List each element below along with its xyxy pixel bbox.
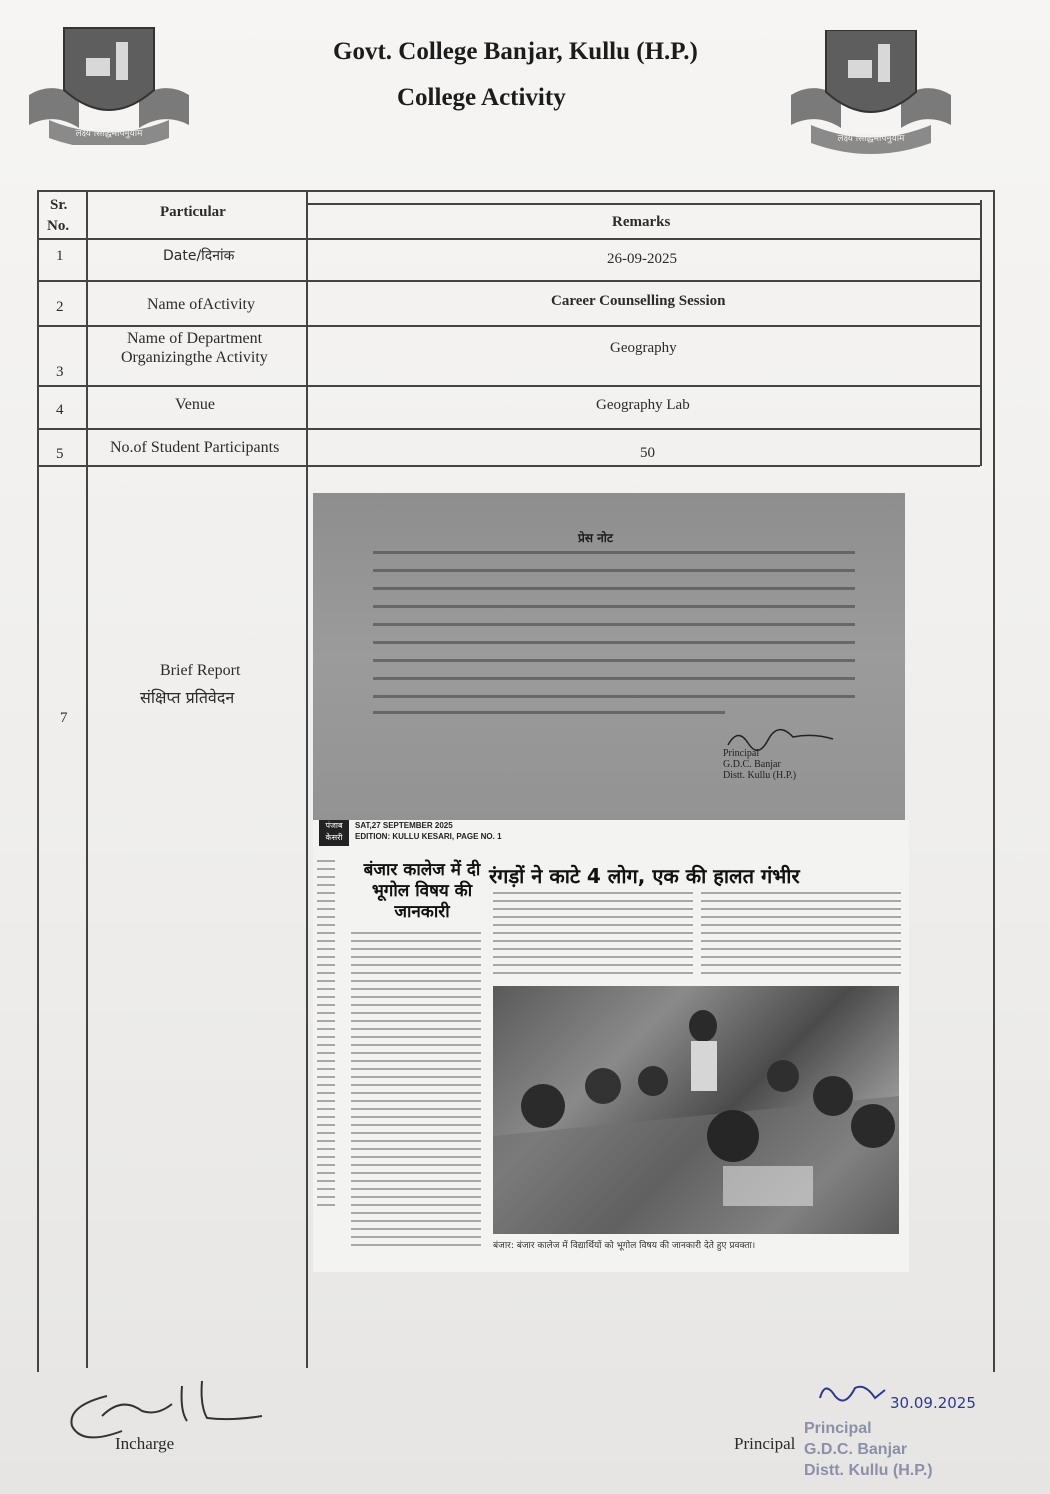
stamp-line-1: Principal — [804, 1420, 872, 1437]
press-note-title: प्रेस नोट — [578, 531, 613, 545]
row-7-particular: Brief Report — [160, 662, 241, 679]
newspaper-date: SAT,27 SEPTEMBER 2025 — [355, 821, 453, 830]
page-subtitle: College Activity — [397, 84, 566, 111]
principal-label: Principal — [734, 1434, 796, 1453]
press-note-image — [313, 493, 905, 820]
row-3-no: 3 — [56, 364, 64, 380]
news-photo-caption: बंजार: बंजार कालेज में विद्यार्थियों को भूगोल विषय की जानकारी देते हुए प्रवक्ता। — [493, 1241, 756, 1251]
press-sign-line-2: G.D.C. Banjar — [723, 759, 781, 770]
row-3-remarks: Geography — [610, 340, 677, 356]
row-4-particular: Venue — [175, 396, 215, 413]
news-headline-left: बंजार कालेज में दी भूगोल विषय की जानकारी — [363, 860, 481, 922]
header-particular: Particular — [160, 204, 226, 220]
header-remarks: Remarks — [612, 214, 671, 230]
newspaper-edition: EDITION: KULLU KESARI, PAGE NO. 1 — [355, 832, 502, 841]
row-4-no: 4 — [56, 402, 64, 418]
principal-stamp — [804, 1418, 933, 1481]
newspaper-logo: पंजाब केसरी — [319, 820, 349, 846]
row-2-no: 2 — [56, 299, 64, 315]
row-1-remarks: 26-09-2025 — [607, 251, 677, 267]
college-logo-right — [786, 30, 956, 155]
header-srno: Sr. — [50, 197, 68, 213]
press-sign-line-1: Principal — [723, 748, 760, 759]
row-7-particular-hindi: संक्षिप्त प्रतिवेदन — [140, 688, 235, 707]
newspaper-clipping — [313, 820, 909, 1272]
news-headline-right: रंगड़ों ने काटे 4 लोग, एक की हालत गंभीर — [489, 864, 800, 888]
college-logo-left — [24, 20, 194, 145]
news-photo-classroom — [493, 986, 899, 1234]
row-1-particular: Date/दिनांक — [163, 248, 235, 264]
row-1-no: 1 — [56, 248, 64, 264]
row-4-remarks: Geography Lab — [596, 397, 690, 413]
row-5-particular: No.of Student Participants — [110, 439, 280, 456]
row-3-particular: Name of Department — [127, 330, 263, 347]
newspaper-edition-block — [355, 820, 502, 842]
stamp-line-2: G.D.C. Banjar — [804, 1441, 908, 1458]
principal-signature-date: 30.09.2025 — [890, 1394, 976, 1412]
row-5-no: 5 — [56, 446, 64, 462]
principal-signature — [815, 1378, 1015, 1418]
press-sign-line-3: Distt. Kullu (H.P.) — [723, 770, 797, 781]
press-sign-block — [723, 748, 796, 781]
college-title: Govt. College Banjar, Kullu (H.P.) — [333, 38, 698, 65]
incharge-label: Incharge — [115, 1434, 175, 1453]
row-7-no: 7 — [60, 710, 68, 726]
row-5-remarks: 50 — [640, 445, 655, 461]
logo-motto-left: लक्ष्य सिद्धिमापनुयाम — [75, 129, 143, 139]
row-2-particular: Name ofActivity — [147, 296, 255, 313]
logo-motto-right: लक्ष्य सिद्धिमापनुयाम — [837, 134, 905, 144]
row-2-remarks: Career Counselling Session — [551, 293, 726, 309]
row-3-particular-2: Organizingthe Activity — [121, 349, 268, 366]
stamp-line-3: Distt. Kullu (H.P.) — [804, 1462, 933, 1479]
header-srno-2: No. — [47, 218, 70, 234]
